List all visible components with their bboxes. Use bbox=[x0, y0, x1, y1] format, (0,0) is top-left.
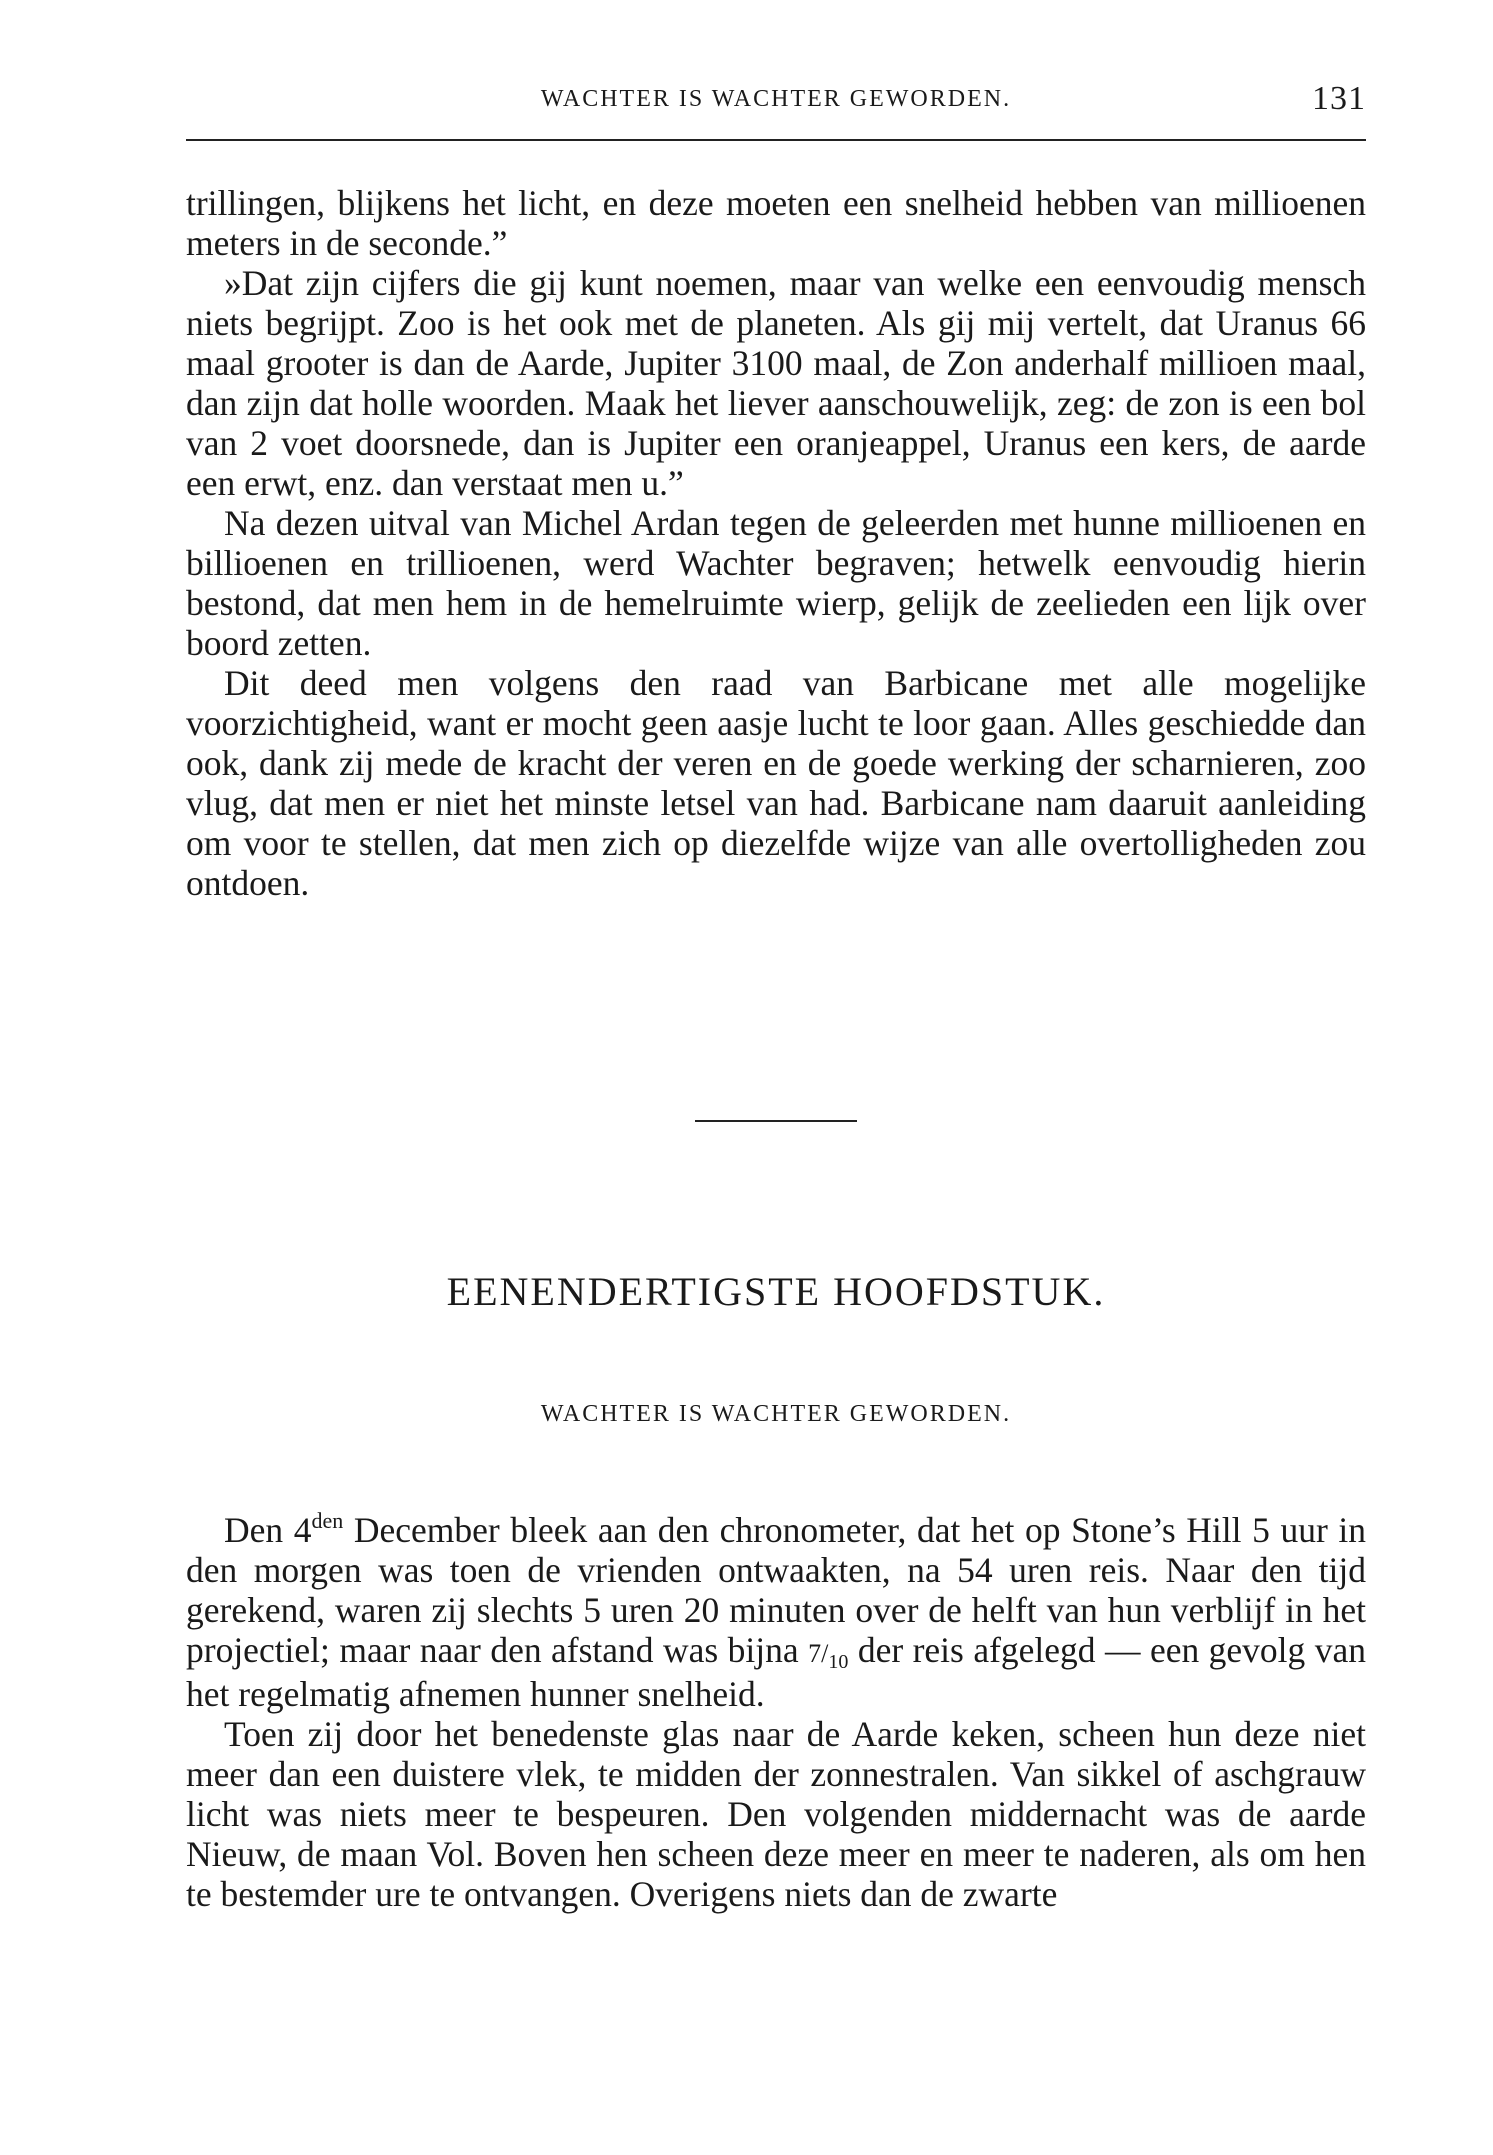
fraction-numerator: 7 bbox=[808, 1639, 822, 1668]
text-section-2 bbox=[186, 1510, 1366, 1914]
running-header bbox=[186, 82, 1366, 122]
paragraph: »Dat zijn cijfers die gij kunt noemen, maar van welke een eenvoudig mensch niets begrijpt. Zoo is het ook met de planeten. Als gij mij vertelt, dat Uranus 66 maal grooter is dan de Aarde, Jupiter 3100 maal, de Zon anderhalf millioen maal, dan zijn dat holle woorden. Maak het liever aanschouwelijk, zeg: de zon is een bol van 2 voet doorsnede, dan is Jupiter een oranjeappel, Uranus een kers, de aarde een erwt, enz. dan verstaat men u.” bbox=[186, 263, 1366, 503]
page-number: 131 bbox=[1312, 80, 1366, 117]
paragraph-text: December bleek aan den chronometer, dat het op Stone’s Hill 5 uur in den morgen was toen de vrienden ontwaakten, na 54 uren reis. Naar den tijd gerekend, waren zij slechts 5 uren 20 minuten over de helft van hun verblijf in het projectiel; maar naar den afstand was bijna bbox=[186, 1510, 1366, 1670]
fraction-denominator: 10 bbox=[828, 1651, 849, 1673]
paragraph-text: der reis afgelegd — een gevolg van het regelmatig afnemen hunner snelheid. bbox=[186, 1630, 1366, 1714]
fraction: $7/_{10}$ bbox=[808, 1639, 849, 1673]
paragraph-text: Den 4 bbox=[224, 1510, 312, 1550]
chapter-subtitle: WACHTER IS WACHTER GEWORDEN. bbox=[540, 1401, 1012, 1427]
chapter-heading: EENENDERTIGSTE HOOFDSTUK. bbox=[446, 1269, 1106, 1314]
ordinal-superscript: den bbox=[311, 1508, 344, 1533]
running-title: WACHTER IS WACHTER GEWORDEN. bbox=[540, 86, 1012, 112]
paragraph: Na dezen uitval van Michel Ardan tegen de geleerden met hunne millioenen en billioenen en trillioenen, werd Wachter begraven; hetwelk eenvoudig hierin bestond, dat men hem in de hemelruimte wierp, gelijk de zeelieden een lijk over boord zetten. bbox=[186, 503, 1366, 663]
text-section-1 bbox=[186, 183, 1366, 903]
paragraph: Toen zij door het benedenste glas naar de Aarde keken, scheen hun deze niet meer dan een duistere vlek, te midden der zonnestralen. Van sikkel of aschgrauw licht was niets meer te bespeuren. Den volgenden middernacht was de aarde Nieuw, de maan Vol. Boven hen scheen deze meer en meer te naderen, als om hen te bestemder ure te ontvangen. Overigens niets dan de zwarte bbox=[186, 1714, 1366, 1914]
paragraph bbox=[186, 1510, 1366, 1714]
paragraph: trillingen, blijkens het licht, en deze moeten een snelheid hebben van millioenen meters in de seconde.” bbox=[186, 183, 1366, 263]
paragraph: Dit deed men volgens den raad van Barbicane met alle mogelijke voorzichtigheid, want er mocht geen aasje lucht te loor gaan. Alles geschiedde dan ook, dank zij mede de kracht der veren en de goede werking der scharnieren, zoo vlug, dat men er niet het minste letsel van had. Barbicane nam daaruit aanleiding om voor te stellen, dat men zich op diezelfde wijze van alle overtolligheden zou ontdoen. bbox=[186, 663, 1366, 903]
header-rule bbox=[186, 139, 1366, 141]
section-divider bbox=[695, 1120, 857, 1122]
